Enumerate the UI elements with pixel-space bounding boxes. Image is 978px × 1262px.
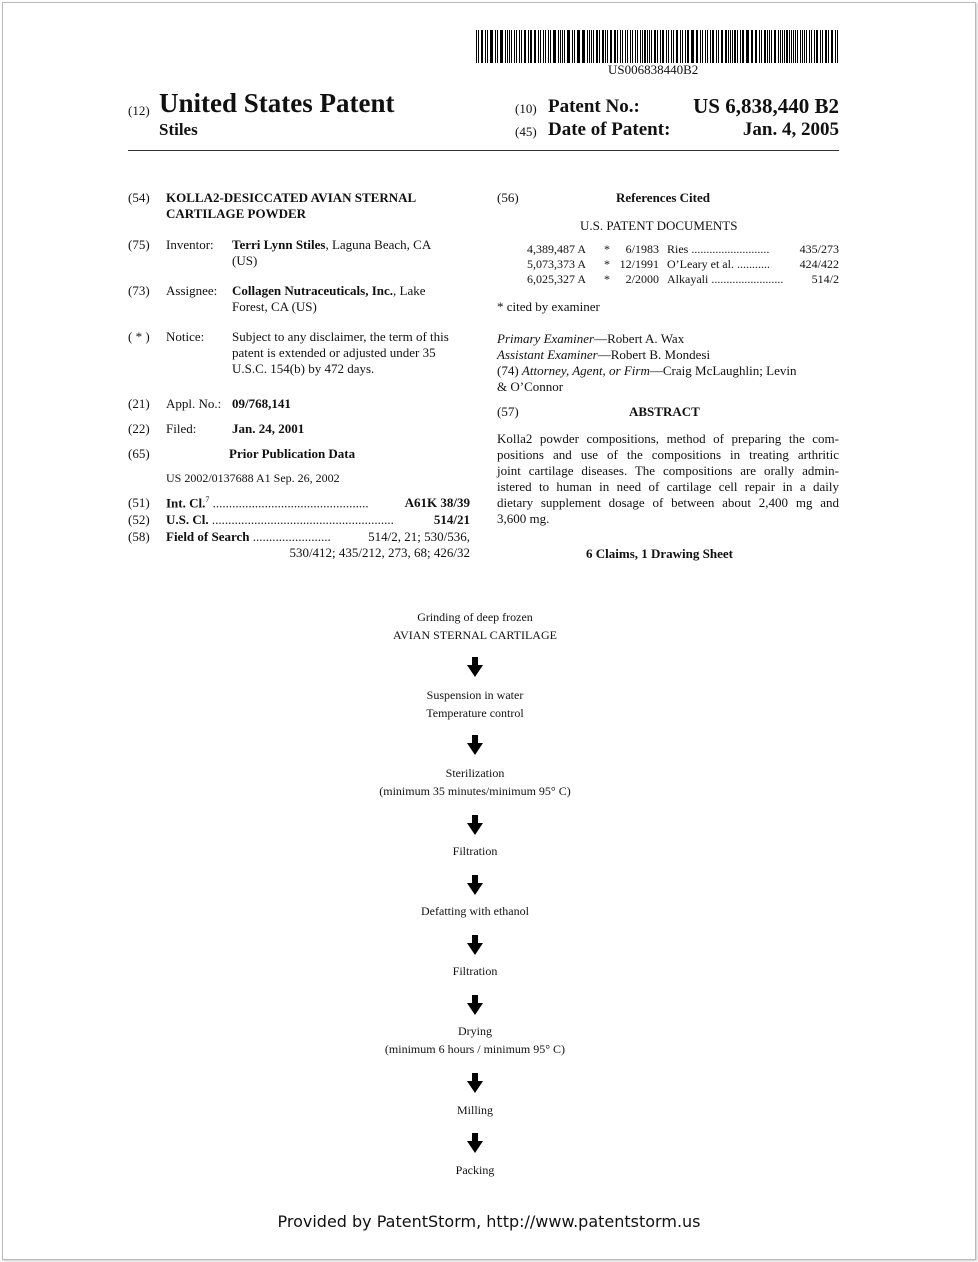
assignee-value (232, 283, 426, 299)
flow-step-text: Drying (458, 1024, 492, 1038)
flow-step (300, 902, 650, 920)
barcode-bar (687, 30, 688, 63)
barcode-bar (769, 30, 770, 63)
barcode-bar (747, 30, 748, 63)
dots: ........................................................ (211, 512, 394, 527)
assistant-examiner: —Robert B. Mondesi (597, 347, 711, 362)
filed-label: Filed: (166, 421, 197, 436)
inventor-name: Terri Lynn Stiles (232, 237, 326, 252)
fos-value-2: 530/412; 435/212, 273, 68; 426/32 (289, 545, 470, 560)
references-table (527, 242, 839, 287)
flow-step-text: Packing (455, 1163, 495, 1177)
barcode-bar (716, 30, 717, 63)
dots: ................................................ (212, 495, 369, 511)
barcode-bar (722, 30, 723, 63)
barcode-bar (578, 30, 579, 63)
barcode-bar (832, 30, 833, 63)
barcode (476, 30, 840, 63)
reference-name: Ries .......................... (667, 242, 770, 256)
code-10: (10) (515, 101, 537, 116)
notice-line: patent is extended or adjusted under 35 (232, 345, 436, 360)
flow-step (300, 842, 650, 860)
notice-label: Notice: (166, 329, 205, 344)
date-label: Date of Patent: (548, 119, 671, 140)
barcode-bar (759, 30, 760, 63)
barcode-bar (742, 30, 743, 63)
barcode-bar (627, 30, 628, 63)
dots: ........................ (252, 529, 331, 544)
reference-cls: 435/273 (799, 242, 839, 256)
down-arrow-icon (466, 657, 484, 677)
barcode-bar (583, 30, 584, 63)
prior-code: (65) (128, 446, 150, 461)
flow-step-text: Grinding of deep frozen (417, 610, 533, 624)
notice-line: Subject to any disclaimer, the term of this (232, 329, 449, 344)
abstract-heading: ABSTRACT (629, 404, 700, 419)
inventor-code: (75) (128, 237, 150, 252)
cited-note: * cited by examiner (497, 299, 600, 314)
barcode-bar (630, 30, 631, 63)
reference-star: * (604, 272, 610, 286)
invention-title-line: CARTILAGE POWDER (166, 206, 307, 221)
fos-code: (58) (128, 529, 150, 544)
appl-code: (21) (128, 396, 150, 411)
barcode-bar (497, 30, 498, 63)
barcode-bar (548, 30, 549, 63)
barcode-bar (476, 30, 477, 63)
barcode-bar (814, 30, 815, 63)
barcode-bar (780, 30, 781, 63)
refs-code: (56) (497, 190, 519, 205)
inventor-short: Stiles (159, 120, 198, 139)
abstract-line: dietary supplement dosage of between about 2,400 mg and (497, 495, 839, 510)
reference-date: 6/1983 (625, 242, 659, 256)
barcode-bar (620, 30, 621, 63)
flow-step-text: Filtration (452, 964, 498, 978)
barcode-bar (795, 30, 796, 63)
abstract-line: 3,600 mg. (497, 511, 550, 526)
intcl-row (166, 495, 470, 511)
down-arrow-icon (466, 735, 484, 755)
barcode-bar (487, 30, 488, 63)
barcode-bar (668, 30, 669, 63)
abstract-line: positions and use of the compositions in treating arthritic (497, 447, 839, 462)
barcode-bar (692, 30, 693, 63)
barcode-bar (764, 30, 765, 63)
reference-name: O’Leary et al. ........... (667, 257, 770, 271)
abstract-code: (57) (497, 404, 519, 419)
notice-line: U.S.C. 154(b) by 472 days. (232, 361, 375, 376)
barcode-bar (596, 30, 597, 63)
flow-step-text: Defatting with ethanol (421, 904, 529, 918)
barcode-bar (685, 30, 686, 63)
barcode-bar (718, 30, 719, 63)
flow-step (300, 1161, 650, 1179)
barcode-bar (617, 30, 618, 63)
barcode-text: US006838440B2 (608, 62, 699, 77)
barcode-bar (671, 30, 672, 63)
reference-no: 4,389,487 A (527, 242, 587, 256)
primary-examiner-label: Primary Examiner (497, 331, 595, 346)
barcode-bar (637, 30, 638, 63)
abstract-text (497, 431, 839, 527)
attorney-2: & O’Connor (497, 379, 564, 394)
down-arrow-icon (466, 935, 484, 955)
barcode-bar (697, 30, 698, 63)
barcode-bar (837, 30, 838, 63)
barcode-bar (591, 30, 592, 63)
down-arrow-icon (466, 815, 484, 835)
down-arrow-icon (466, 1073, 484, 1093)
reference-row (527, 242, 839, 257)
flow-step-text: Filtration (452, 844, 498, 858)
intcl-value: A61K 38/39 (404, 495, 470, 510)
flow-step-text: Temperature control (426, 706, 524, 720)
title-code: (54) (128, 190, 150, 205)
abstract-line: istered to human in need of cartilage cell repair in a daily (497, 479, 839, 494)
inventor-location: , Laguna Beach, CA (325, 237, 432, 252)
barcode-bar (599, 30, 600, 63)
appl-no: 09/768,141 (232, 396, 291, 411)
notice-code: ( * ) (128, 329, 150, 344)
flow-step-text: (minimum 35 minutes/minimum 95° C) (379, 784, 571, 798)
barcode-bar (530, 30, 531, 63)
refs-subheading: U.S. PATENT DOCUMENTS (580, 218, 738, 233)
barcode-bar (800, 30, 801, 63)
reference-date: 2/2000 (625, 272, 659, 286)
intcl-sup: 7 (205, 495, 210, 504)
barcode-bar (562, 30, 563, 63)
reference-no: 5,073,373 A (527, 257, 587, 271)
reference-row (527, 272, 839, 287)
barcode-bar (519, 30, 520, 63)
barcode-bar (509, 30, 510, 63)
barcode-bar (825, 30, 826, 63)
attorney-code: (74) (497, 363, 519, 378)
reference-cls: 424/422 (799, 257, 839, 271)
filed-date: Jan. 24, 2001 (232, 421, 305, 436)
barcode-bar (521, 30, 522, 63)
barcode-bar (651, 30, 652, 63)
barcode-bar (828, 30, 829, 63)
barcode-bar (725, 30, 726, 63)
down-arrow-icon (466, 1133, 484, 1153)
barcode-bar (666, 30, 667, 63)
barcode-bar (605, 30, 606, 63)
barcode-bar (806, 30, 807, 63)
assistant-examiner-label: Assistant Examiner (497, 347, 598, 362)
footer-provided-by: Provided by PatentStorm, http://www.patentstorm.us (277, 1212, 701, 1231)
flow-step (300, 608, 650, 644)
reference-cls: 514/2 (811, 272, 839, 286)
prior-heading: Prior Publication Data (229, 446, 356, 461)
flow-step-text: Suspension in water (426, 688, 524, 702)
flow-step-text: AVIAN STERNAL CARTILAGE (393, 628, 557, 642)
flow-step (300, 686, 650, 722)
barcode-bar (761, 30, 762, 63)
fos-value: 514/2, 21; 530/536, (368, 529, 470, 544)
barcode-bar (485, 30, 486, 63)
barcode-bar (822, 30, 823, 63)
barcode-bar (543, 30, 544, 63)
assignee-code: (73) (128, 283, 150, 298)
uscl-code: (52) (128, 512, 150, 527)
flow-step (300, 1022, 650, 1058)
reference-row (527, 257, 839, 272)
invention-title-line: KOLLA2-DESICCATED AVIAN STERNAL (166, 190, 417, 205)
refs-heading: References Cited (616, 190, 710, 205)
barcode-bar (568, 30, 569, 63)
barcode-bar (710, 30, 711, 63)
patent-type-title: United States Patent (159, 88, 395, 118)
code-45: (45) (515, 124, 537, 139)
barcode-bar (804, 30, 805, 63)
attorney-label: Attorney, Agent, or Firm (521, 363, 650, 378)
barcode-bar (740, 30, 741, 63)
barcode-bar (614, 30, 615, 63)
barcode-bar (677, 30, 678, 63)
inventor-label: Inventor: (166, 237, 214, 252)
barcode-bar (775, 30, 776, 63)
barcode-bar (611, 30, 612, 63)
reference-no: 6,025,327 A (527, 272, 587, 286)
reference-star: * (604, 242, 610, 256)
barcode-bar (811, 30, 812, 63)
appl-label: Appl. No.: (166, 396, 222, 411)
down-arrow-icon (466, 875, 484, 895)
barcode-bar (545, 30, 546, 63)
flow-step (300, 1101, 650, 1119)
barcode-bar (574, 30, 575, 63)
barcode-bar (528, 30, 529, 63)
reference-star: * (604, 257, 610, 271)
barcode-bar (635, 30, 636, 63)
barcode-bar (478, 30, 479, 63)
barcode-bar (514, 30, 515, 63)
primary-examiner: —Robert A. Wax (594, 331, 685, 346)
header-rule (128, 150, 839, 151)
filed-code: (22) (128, 421, 150, 436)
barcode-bar (587, 30, 588, 63)
flow-step-text: (minimum 6 hours / minimum 95° C) (384, 1042, 566, 1056)
barcode-bar (593, 30, 594, 63)
uscl-value: 514/21 (433, 512, 470, 527)
barcode-bar (820, 30, 821, 63)
prior-value: US 2002/0137688 A1 Sep. 26, 2002 (166, 471, 340, 485)
attorney: —Craig McLaughlin; Levin (649, 363, 797, 378)
uscl-row (166, 512, 470, 528)
barcode-bar (625, 30, 626, 63)
patent-no: US 6,838,440 B2 (693, 94, 839, 118)
barcode-bar (662, 30, 663, 63)
barcode-bar (535, 30, 536, 63)
flow-step-text: Milling (456, 1103, 493, 1117)
barcode-bar (660, 30, 661, 63)
flow-step-text: Sterilization (445, 766, 505, 780)
barcode-bar (786, 30, 787, 63)
barcode-bar (501, 30, 502, 63)
patent-date: Jan. 4, 2005 (742, 119, 839, 140)
fos-label: Field of Search (166, 529, 250, 544)
barcode-bar (644, 30, 645, 63)
barcode-bar (700, 30, 701, 63)
fos-row (166, 529, 470, 545)
barcode-bar (632, 30, 633, 63)
reference-name: Alkayali ........................ (667, 272, 784, 286)
assignee-name: Collagen Nutraceuticals, Inc. (232, 283, 394, 298)
flow-step (300, 962, 650, 980)
assignee-location: , Lake (393, 283, 426, 298)
barcode-bar (554, 30, 555, 63)
barcode-bar (538, 30, 539, 63)
barcode-bar (572, 30, 573, 63)
barcode-bar (712, 30, 713, 63)
claims-count: 6 Claims, 1 Drawing Sheet (586, 546, 733, 561)
barcode-bar (682, 30, 683, 63)
flow-step (300, 764, 650, 800)
barcode-bar (702, 30, 703, 63)
assignee-label: Assignee: (166, 283, 218, 298)
barcode-bar (734, 30, 735, 63)
barcode-bar (654, 30, 655, 63)
barcode-bar (558, 30, 559, 63)
barcode-bar (707, 30, 708, 63)
inventor-location-2: (US) (232, 253, 258, 268)
intcl-code: (51) (128, 495, 150, 510)
barcode-bar (737, 30, 738, 63)
reference-date: 12/1991 (619, 257, 659, 271)
abstract-line: Kolla2 powder compositions, method of preparing the com- (497, 431, 839, 446)
intcl-label: Int. Cl. (166, 495, 206, 511)
patent-no-label: Patent No.: (548, 96, 640, 117)
assignee-location-2: Forest, CA (US) (232, 299, 317, 314)
barcode-bar (491, 30, 492, 63)
barcode-bar (505, 30, 506, 63)
inventor-value (232, 237, 431, 253)
uscl-label: U.S. Cl. (166, 512, 209, 527)
abstract-line: joint cartilage diseases. The compositions are orally admin- (497, 463, 839, 478)
barcode-bar (657, 30, 658, 63)
barcode-bar (816, 30, 817, 63)
code-12: (12) (128, 103, 150, 118)
barcode-bar (495, 30, 496, 63)
down-arrow-icon (466, 995, 484, 1015)
